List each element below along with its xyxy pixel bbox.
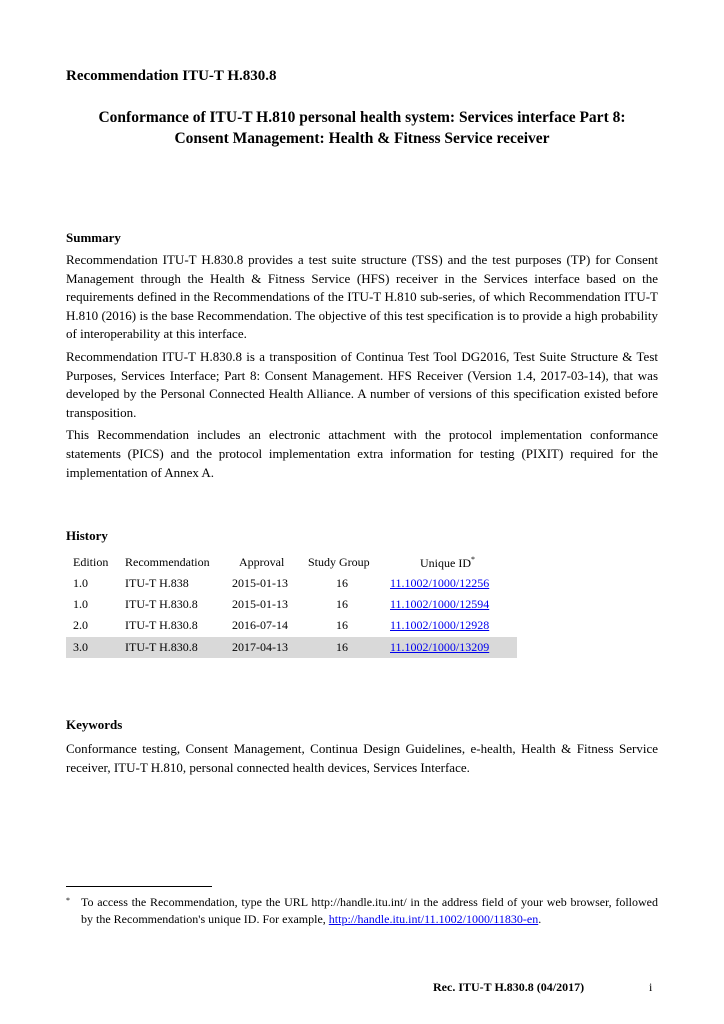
unique-id-link[interactable]: 11.1002/1000/12594 bbox=[390, 597, 490, 611]
column-header-recommendation: Recommendation bbox=[125, 555, 210, 569]
approval-cell: 2015-01-13 bbox=[232, 576, 288, 590]
unique-id-link[interactable]: 11.1002/1000/12928 bbox=[390, 618, 490, 632]
recommendation-cell: ITU-T H.838 bbox=[125, 576, 189, 590]
summary-paragraph: This Recommendation includes an electronic attachment with the protocol implementation conformance statements (PICS) and the protocol implementation extra information for testing (PIXIT) required for the implementation of Annex A. bbox=[66, 427, 658, 480]
edition-cell: 2.0 bbox=[73, 618, 88, 632]
approval-cell: 2016-07-14 bbox=[232, 618, 288, 632]
footnote-mark: * bbox=[66, 896, 70, 905]
footnote-text-after: . bbox=[538, 912, 542, 926]
column-header-edition: Edition bbox=[73, 555, 109, 569]
page-number: i bbox=[649, 980, 653, 994]
study-group-cell: 16 bbox=[336, 640, 348, 654]
table-row bbox=[66, 594, 517, 615]
unique-id-link[interactable]: 11.1002/1000/13209 bbox=[390, 640, 490, 654]
footnote-marker: * bbox=[471, 555, 475, 564]
footnote-divider bbox=[66, 886, 212, 887]
footnote-text-before: To access the Recommendation, type the URL http://handle.itu.int/ in the address field of your web browser, followed by the Recommendation's unique ID. For example, bbox=[81, 895, 658, 926]
approval-cell: 2015-01-13 bbox=[232, 597, 288, 611]
edition-cell: 1.0 bbox=[73, 597, 88, 611]
keywords-body bbox=[66, 740, 658, 781]
summary-paragraph: Recommendation ITU-T H.830.8 is a transposition of Continua Test Tool DG2016, Test Suite Structure & Test Purposes, Services Interface; Part 8: Consent Management. HFS Receiver (Version 1.4, 2017-03-14), that was developed by the Personal Connected Health Alliance. A number of versions of this specification existed before transposition. bbox=[66, 348, 658, 420]
recommendation-title: Recommendation ITU-T H.830.8 bbox=[66, 68, 277, 84]
summary-heading: Summary bbox=[66, 230, 121, 245]
column-header-unique-id bbox=[420, 555, 475, 571]
main-title-line-1: Conformance of ITU-T H.810 personal health system: Services interface Part 8: bbox=[98, 109, 626, 126]
keywords-text: Conformance testing, Consent Management, Continua Design Guidelines, e-health, Health & Fitness Service receiver, ITU-T H.810, personal connected health devices, Services Interface. bbox=[66, 741, 658, 775]
study-group-cell: 16 bbox=[336, 576, 348, 590]
unique-id-link[interactable]: 11.1002/1000/12256 bbox=[390, 576, 490, 590]
unique-id-label: Unique ID bbox=[420, 556, 471, 570]
study-group-cell: 16 bbox=[336, 618, 348, 632]
recommendation-cell: ITU-T H.830.8 bbox=[125, 597, 198, 611]
study-group-cell: 16 bbox=[336, 597, 348, 611]
footnote-example-link[interactable]: http://handle.itu.int/11.1002/1000/11830-en bbox=[328, 912, 539, 926]
recommendation-cell: ITU-T H.830.8 bbox=[125, 640, 198, 654]
recommendation-cell: ITU-T H.830.8 bbox=[125, 618, 198, 632]
keywords-heading: Keywords bbox=[66, 717, 123, 732]
table-row-current bbox=[66, 637, 517, 658]
history-heading: History bbox=[66, 528, 108, 543]
table-row bbox=[66, 573, 517, 594]
table-row bbox=[66, 615, 517, 636]
column-header-study-group: Study Group bbox=[308, 555, 370, 569]
footnote bbox=[66, 894, 658, 928]
approval-cell: 2017-04-13 bbox=[232, 640, 288, 654]
main-title bbox=[60, 107, 664, 149]
footer-reference: Rec. ITU-T H.830.8 (04/2017) bbox=[433, 980, 585, 994]
edition-cell: 1.0 bbox=[73, 576, 88, 590]
edition-cell: 3.0 bbox=[73, 640, 88, 654]
summary-paragraph: Recommendation ITU-T H.830.8 provides a test suite structure (TSS) and the test purposes (TP) for Consent Management through the Health & Fitness Service (HFS) receiver in the Services interface based on the requirements defined in the Recommendations of the ITU-T H.810 sub-series, of which Recommendation ITU-T H.810 (2016) is the base Recommendation. The objective of this test specification is to provide a high probability of interoperability at this interface. bbox=[66, 252, 658, 342]
main-title-line-2: Consent Management: Health & Fitness Service receiver bbox=[174, 130, 550, 147]
summary-body bbox=[66, 251, 658, 486]
footnote-text bbox=[81, 894, 658, 928]
column-header-approval: Approval bbox=[239, 555, 285, 569]
